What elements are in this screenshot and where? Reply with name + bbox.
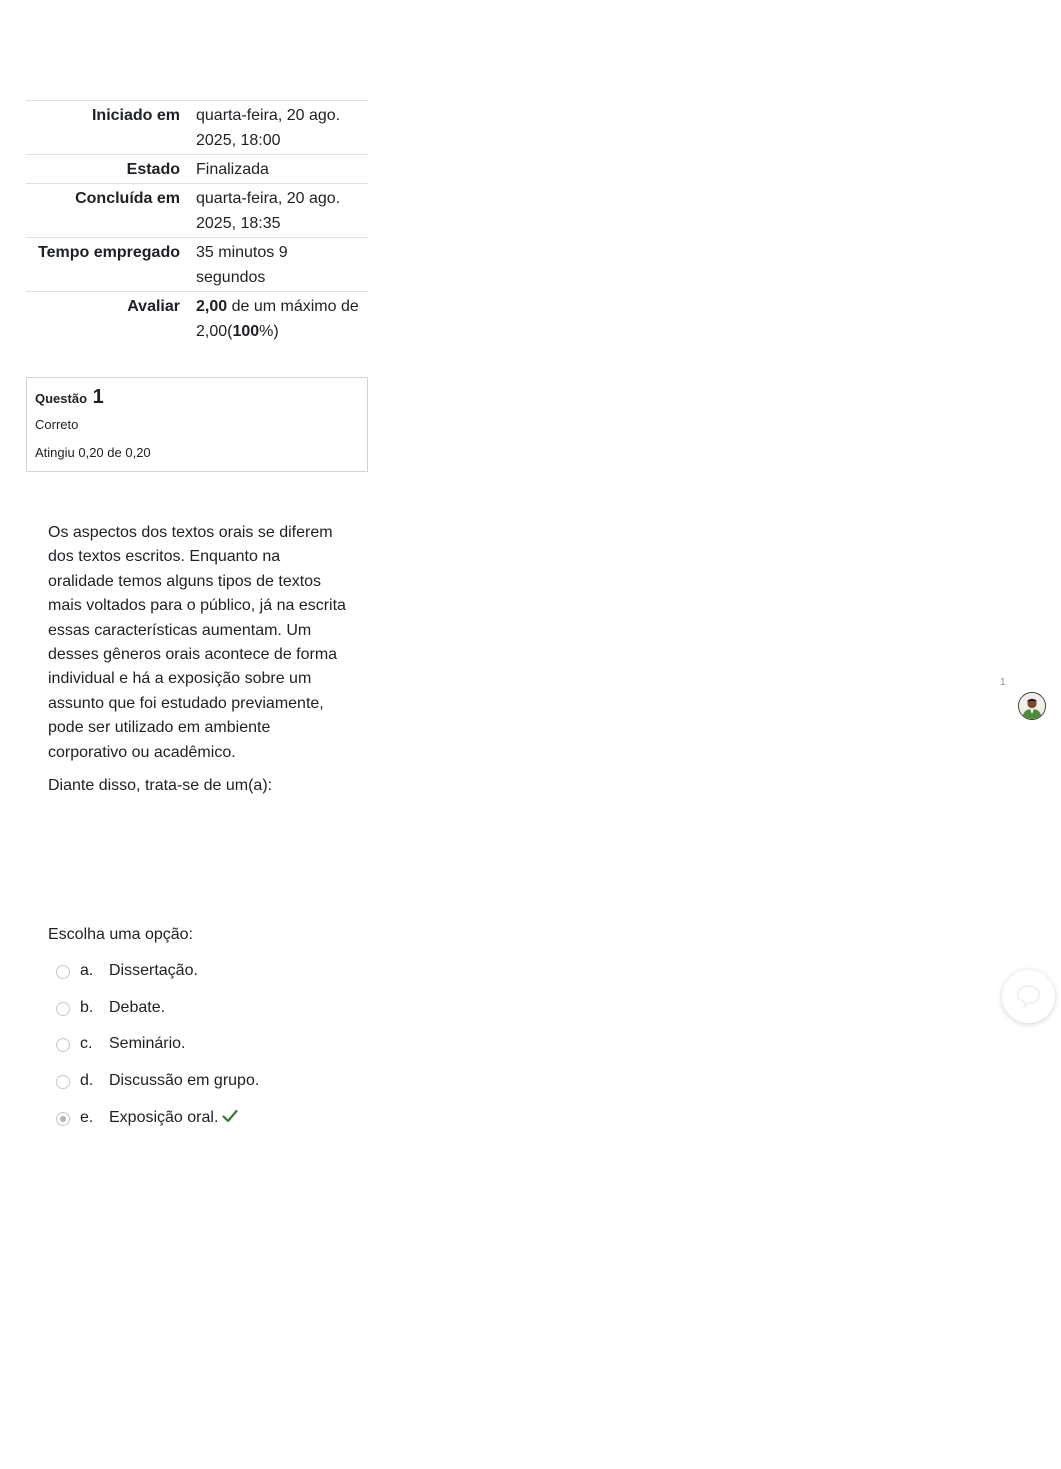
answer-text-wrap <box>109 1106 238 1130</box>
summary-row-state <box>26 155 368 184</box>
summary-label: Iniciado em <box>26 101 196 155</box>
question-prompt: Diante disso, trata-se de um(a): <box>48 777 273 795</box>
summary-row-started <box>26 101 368 155</box>
answer-text: Debate. <box>109 998 166 1016</box>
grade-end-text: %) <box>259 323 279 340</box>
radio-button[interactable] <box>56 965 70 979</box>
question-number-value: 1 <box>92 386 104 408</box>
question-body: Os aspectos dos textos orais se diferem dos textos escritos. Enquanto na oralidade temos alguns tipos de textos mais voltados para o público, já na escrita essas características aumentam. Um desses gêneros orais acontece de forma individual e há a exposição sobre um assunto que foi estudado previamente, pode ser utilizado em ambiente corporativo ou acadêmico. <box>48 524 346 761</box>
answer-option-d[interactable] <box>56 1069 376 1106</box>
question-state: Correto <box>35 417 79 432</box>
answer-letter: b. <box>80 998 94 1016</box>
avatar-icon[interactable] <box>1018 692 1046 720</box>
chat-bubble-glyph <box>1002 970 1055 1023</box>
attempt-summary-table <box>26 100 368 345</box>
summary-value: Finalizada <box>196 155 368 184</box>
answer-option-b[interactable] <box>56 996 376 1033</box>
summary-value: 35 minutos 9 segundos <box>196 238 368 292</box>
grade-score: 2,00 <box>196 298 228 315</box>
check-icon <box>222 1109 238 1123</box>
choose-option-label: Escolha uma opção: <box>48 926 193 943</box>
question-info-box <box>26 377 368 472</box>
answer-text: Discussão em grupo. <box>109 1072 260 1090</box>
question-text <box>48 521 348 798</box>
answer-text: Dissertação. <box>109 962 198 979</box>
radio-button[interactable] <box>56 1038 70 1052</box>
avatar-image <box>1019 693 1045 719</box>
summary-row-grade <box>26 292 368 346</box>
summary-row-time-taken <box>26 238 368 292</box>
summary-row-completed <box>26 184 368 238</box>
summary-value: quarta-feira, 20 ago. 2025, 18:35 <box>196 184 368 238</box>
answer-option-e[interactable] <box>56 1106 376 1143</box>
answer-letter: a. <box>80 962 94 979</box>
summary-value: quarta-feira, 20 ago. 2025, 18:00 <box>196 101 368 155</box>
radio-button-selected[interactable] <box>56 1112 70 1126</box>
answer-letter: c. <box>80 1035 93 1053</box>
question-label: Questão <box>35 391 88 406</box>
summary-label: Estado <box>26 155 196 184</box>
answer-text: Exposição oral. <box>109 1108 219 1126</box>
summary-grade-value <box>196 292 368 346</box>
question-grade: Atingiu 0,20 de 0,20 <box>35 445 151 460</box>
answer-letter: d. <box>80 1072 94 1090</box>
radio-button[interactable] <box>56 1075 70 1089</box>
answer-letter: e. <box>80 1108 94 1126</box>
answer-list <box>56 959 376 1142</box>
summary-label: Concluída em <box>26 184 196 238</box>
summary-label: Tempo empregado <box>26 238 196 292</box>
question-number <box>35 386 104 409</box>
summary-label: Avaliar <box>26 292 196 346</box>
notification-count: 1 <box>1000 677 1006 688</box>
radio-button[interactable] <box>56 1002 70 1016</box>
answer-option-a[interactable] <box>56 959 376 996</box>
answer-option-c[interactable] <box>56 1032 376 1069</box>
chat-bubble-icon[interactable] <box>1002 970 1055 1023</box>
grade-mid-text: de um máximo de 2,00( <box>196 298 359 340</box>
answer-text: Seminário. <box>109 1035 186 1053</box>
grade-percent: 100 <box>232 323 260 340</box>
